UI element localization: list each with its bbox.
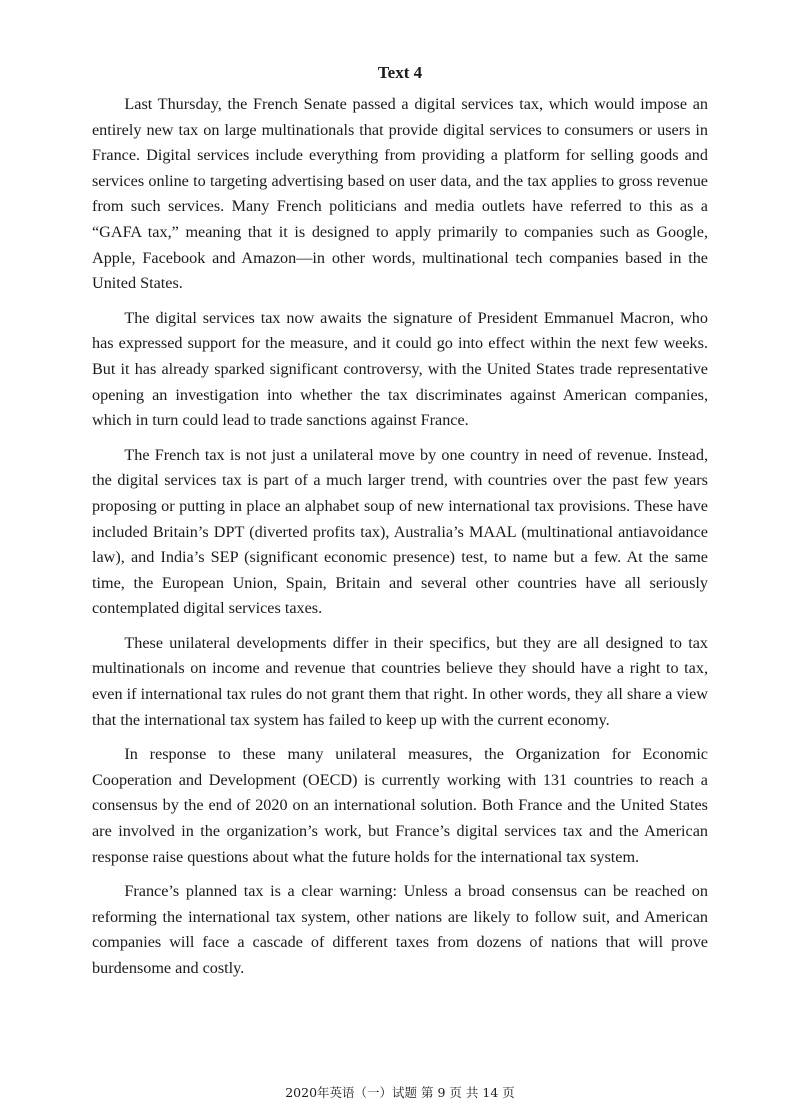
document-page (92, 62, 708, 991)
paragraph-6: France’s planned tax is a clear warning: Unless a broad consensus can be reached on reforming the international tax system, other nations are likely to follow suit, and American companies will face a cascade of different taxes from dozens of nations that will prove burdensome and costly. (92, 882, 708, 977)
paragraph-4: These unilateral developments differ in their specifics, but they are all designed to tax multinationals on income and revenue that countries believe they should have a right to tax, even if international tax rules do not grant them that right. In other words, they all share a view that the international tax system has failed to keep up with the current economy. (92, 633, 708, 729)
text-title: Text 4 (377, 63, 423, 82)
paragraph-3: The French tax is not just a unilateral move by one country in need of revenue. Instead, the digital services tax is part of a much larger trend, with countries over the past few years proposing or putting in place an alphabet soup of new international tax provisions. These have included Britain’s DPT (diverted profits tax), Australia’s MAAL (multinational antiavoidance law), and India’s SEP (significant economic presence) test, to name but a few. At the same time, the European Union, Spain, Britain and several other countries have all seriously contemplated digital services taxes. (92, 445, 708, 618)
page-footer: 2020年英语（一）试题 第 9 页 共 14 页 (285, 1085, 515, 1100)
paragraph-2: The digital services tax now awaits the signature of President Emmanuel Macron, who has expressed support for the measure, and it could go into effect within the next few weeks. But it has already sparked significant controversy, with the United States trade representative opening an investigation into whether the tax discriminates against American companies, which in turn could lead to trade sanctions against France. (92, 308, 708, 430)
paragraph-5: In response to these many unilateral measures, the Organization for Economic Cooperation and Development (OECD) is currently working with 131 countries to reach a consensus by the end of 2020 on an international solution. Both France and the United States are involved in the organization’s work, but France’s digital services tax and the American response raise questions about what the future holds for the international tax system. (92, 745, 708, 866)
paragraph-1: Last Thursday, the French Senate passed a digital services tax, which would impose an entirely new tax on large multinationals that provide digital services to consumers or users in France. Digital services include everything from providing a platform for selling goods and services online to targeting advertising based on user data, and the tax applies to gross revenue from such services. Many French politicians and media outlets have referred to this as a “GAFA tax,” meaning that it is designed to apply primarily to companies such as Google, Apple, Facebook and Amazon—in other words, multinational tech companies based in the United States. (92, 95, 708, 293)
